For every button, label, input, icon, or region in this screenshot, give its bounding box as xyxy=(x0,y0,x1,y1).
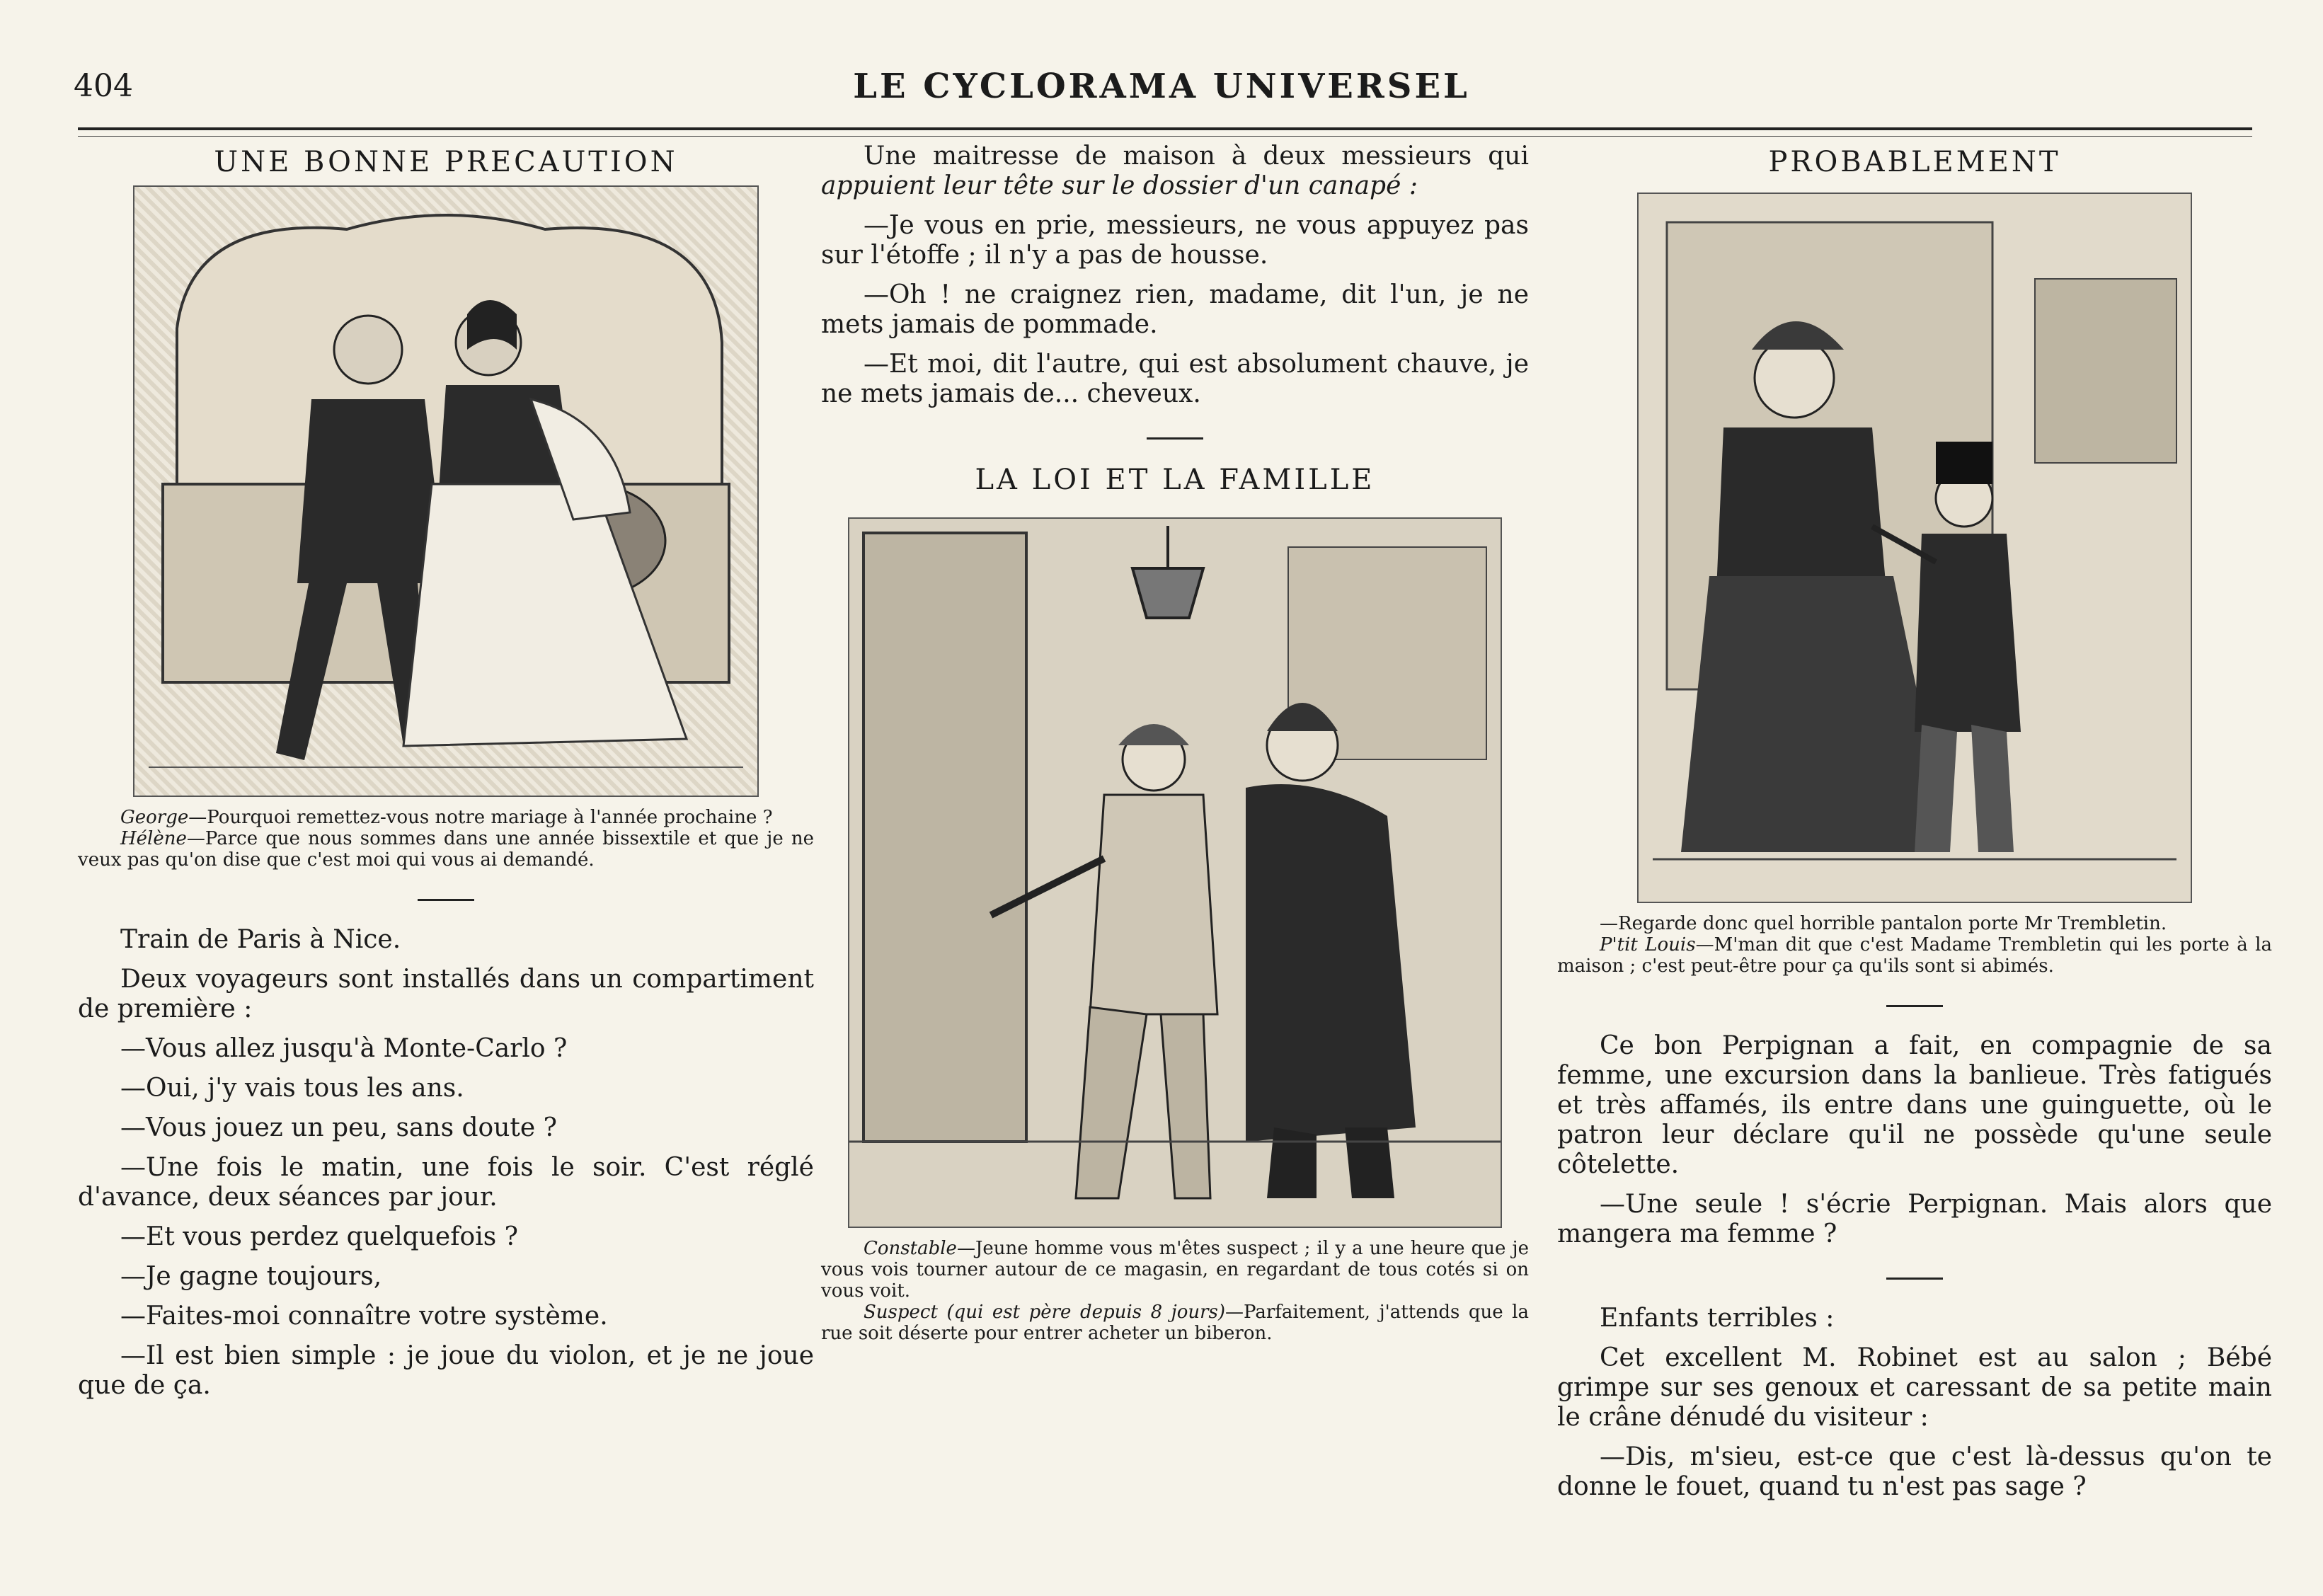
caption-line-ptit-louis: P'tit Louis—M'man dit que c'est Madame Trembletin qui les porte à la maison ; c'est peut-être pour ça qu'ils sont si abimés. xyxy=(1557,934,2272,977)
header-rule-thin xyxy=(78,136,2252,137)
story-line: —Je vous en prie, messieurs, ne vous appuyez pas sur l'étoffe ; il n'y a pas de housse. xyxy=(821,211,1529,270)
story-train-de-paris xyxy=(78,925,814,1401)
story-line: —Oui, j'y vais tous les ans. xyxy=(120,1074,464,1103)
heading-une-bonne-precaution: UNE BONNE PRECAUTION xyxy=(214,146,678,178)
masthead-title: LE CYCLORAMA UNIVERSEL xyxy=(853,67,1470,106)
column-3 xyxy=(1557,142,2272,1512)
story-line: —Une fois le matin, une fois le soir. C'est réglé d'avance, deux séances par jour. xyxy=(78,1153,814,1212)
header-rule xyxy=(78,127,2252,130)
caption-probablement xyxy=(1557,913,2272,977)
section-divider xyxy=(1147,437,1203,440)
story-line: —Dis, m'sieu, est-ce que c'est là-dessus qu'on te donne le fouet, quand tu n'est pas sage ? xyxy=(1557,1442,2272,1501)
section-divider xyxy=(418,899,474,901)
page-number: 404 xyxy=(74,68,133,104)
heading-probablement: PROBABLEMENT xyxy=(1768,146,2061,178)
story-line: Train de Paris à Nice. xyxy=(120,925,401,954)
illustration-couple-on-sofa xyxy=(133,185,759,797)
section-divider xyxy=(1886,1278,1943,1280)
couple-engraving xyxy=(134,187,757,796)
illustration-constable-and-suspect xyxy=(848,517,1502,1228)
caption-line-constable: Constable—Jeune homme vous m'êtes suspect ; il y a une heure que je vous vois tourner autour de ce magasin, en regardant de tous cotés si on vous voit. xyxy=(821,1238,1529,1302)
caption-line-helene: Hélène—Parce que nous sommes dans une année bissextile et que je ne veux pas qu'on dise que c'est moi qui vous ai demandé. xyxy=(78,828,814,871)
story-line: Ce bon Perpignan a fait, en compagnie de sa femme, une excursion dans la banlieue. Très fatigués et très affamés, ils entre dans une guinguette, où le patron leur déclare qu'il ne possède qu'une seule côtelette. xyxy=(1557,1031,2272,1179)
story-line: Cet excellent M. Robinet est au salon ; Bébé grimpe sur ses genoux et caressant de sa petite main le crâne dénudé du visiteur : xyxy=(1557,1343,2272,1432)
caption-line-suspect: Suspect (qui est père depuis 8 jours)—Parfaitement, j'attends que la rue soit déserte pour entrer acheter un biberon. xyxy=(821,1302,1529,1344)
story-line: —Je gagne toujours, xyxy=(120,1262,382,1291)
heading-la-loi-et-la-famille: LA LOI ET LA FAMILLE xyxy=(975,464,1375,496)
caption-line-1: —Regarde donc quel horrible pantalon porte Mr Trembletin. xyxy=(1600,913,2167,934)
story-line: Deux voyageurs sont installés dans un compartiment de première : xyxy=(78,965,814,1023)
illustration-woman-and-husband xyxy=(1637,193,2192,903)
story-canape xyxy=(821,142,1529,409)
constable-engraving xyxy=(849,519,1501,1227)
story-perpignan xyxy=(1557,1031,2272,1249)
story-line: —Oh ! ne craignez rien, madame, dit l'un, je ne mets jamais de pommade. xyxy=(821,280,1529,339)
column-2 xyxy=(821,142,1529,1344)
story-intro: Une maitresse de maison à deux messieurs qui appuient leur tête sur le dossier d'un canapé : xyxy=(821,142,1529,200)
caption-la-loi-et-la-famille xyxy=(821,1238,1529,1344)
column-1 xyxy=(78,142,814,1411)
story-line: —Vous allez jusqu'à Monte-Carlo ? xyxy=(120,1034,568,1063)
story-line: —Une seule ! s'écrie Perpignan. Mais alors que mangera ma femme ? xyxy=(1557,1190,2272,1248)
caption-line-george: George—Pourquoi remettez-vous notre mariage à l'année prochaine ? xyxy=(120,807,773,828)
probablement-engraving xyxy=(1639,194,2191,902)
story-line: —Faites-moi connaître votre système. xyxy=(120,1302,608,1331)
section-divider xyxy=(1886,1005,1943,1007)
story-line: —Et moi, dit l'autre, qui est absolument chauve, je ne mets jamais de... cheveux. xyxy=(821,350,1529,408)
story-line: —Vous jouez un peu, sans doute ? xyxy=(120,1113,557,1142)
story-line: —Et vous perdez quelquefois ? xyxy=(120,1222,518,1251)
caption-une-bonne-precaution xyxy=(78,807,814,871)
story-enfants-terribles xyxy=(1557,1304,2272,1502)
story-line: —Il est bien simple : je joue du violon, et je ne joue que de ça. xyxy=(78,1341,814,1400)
story-line: Enfants terribles : xyxy=(1600,1304,1835,1333)
